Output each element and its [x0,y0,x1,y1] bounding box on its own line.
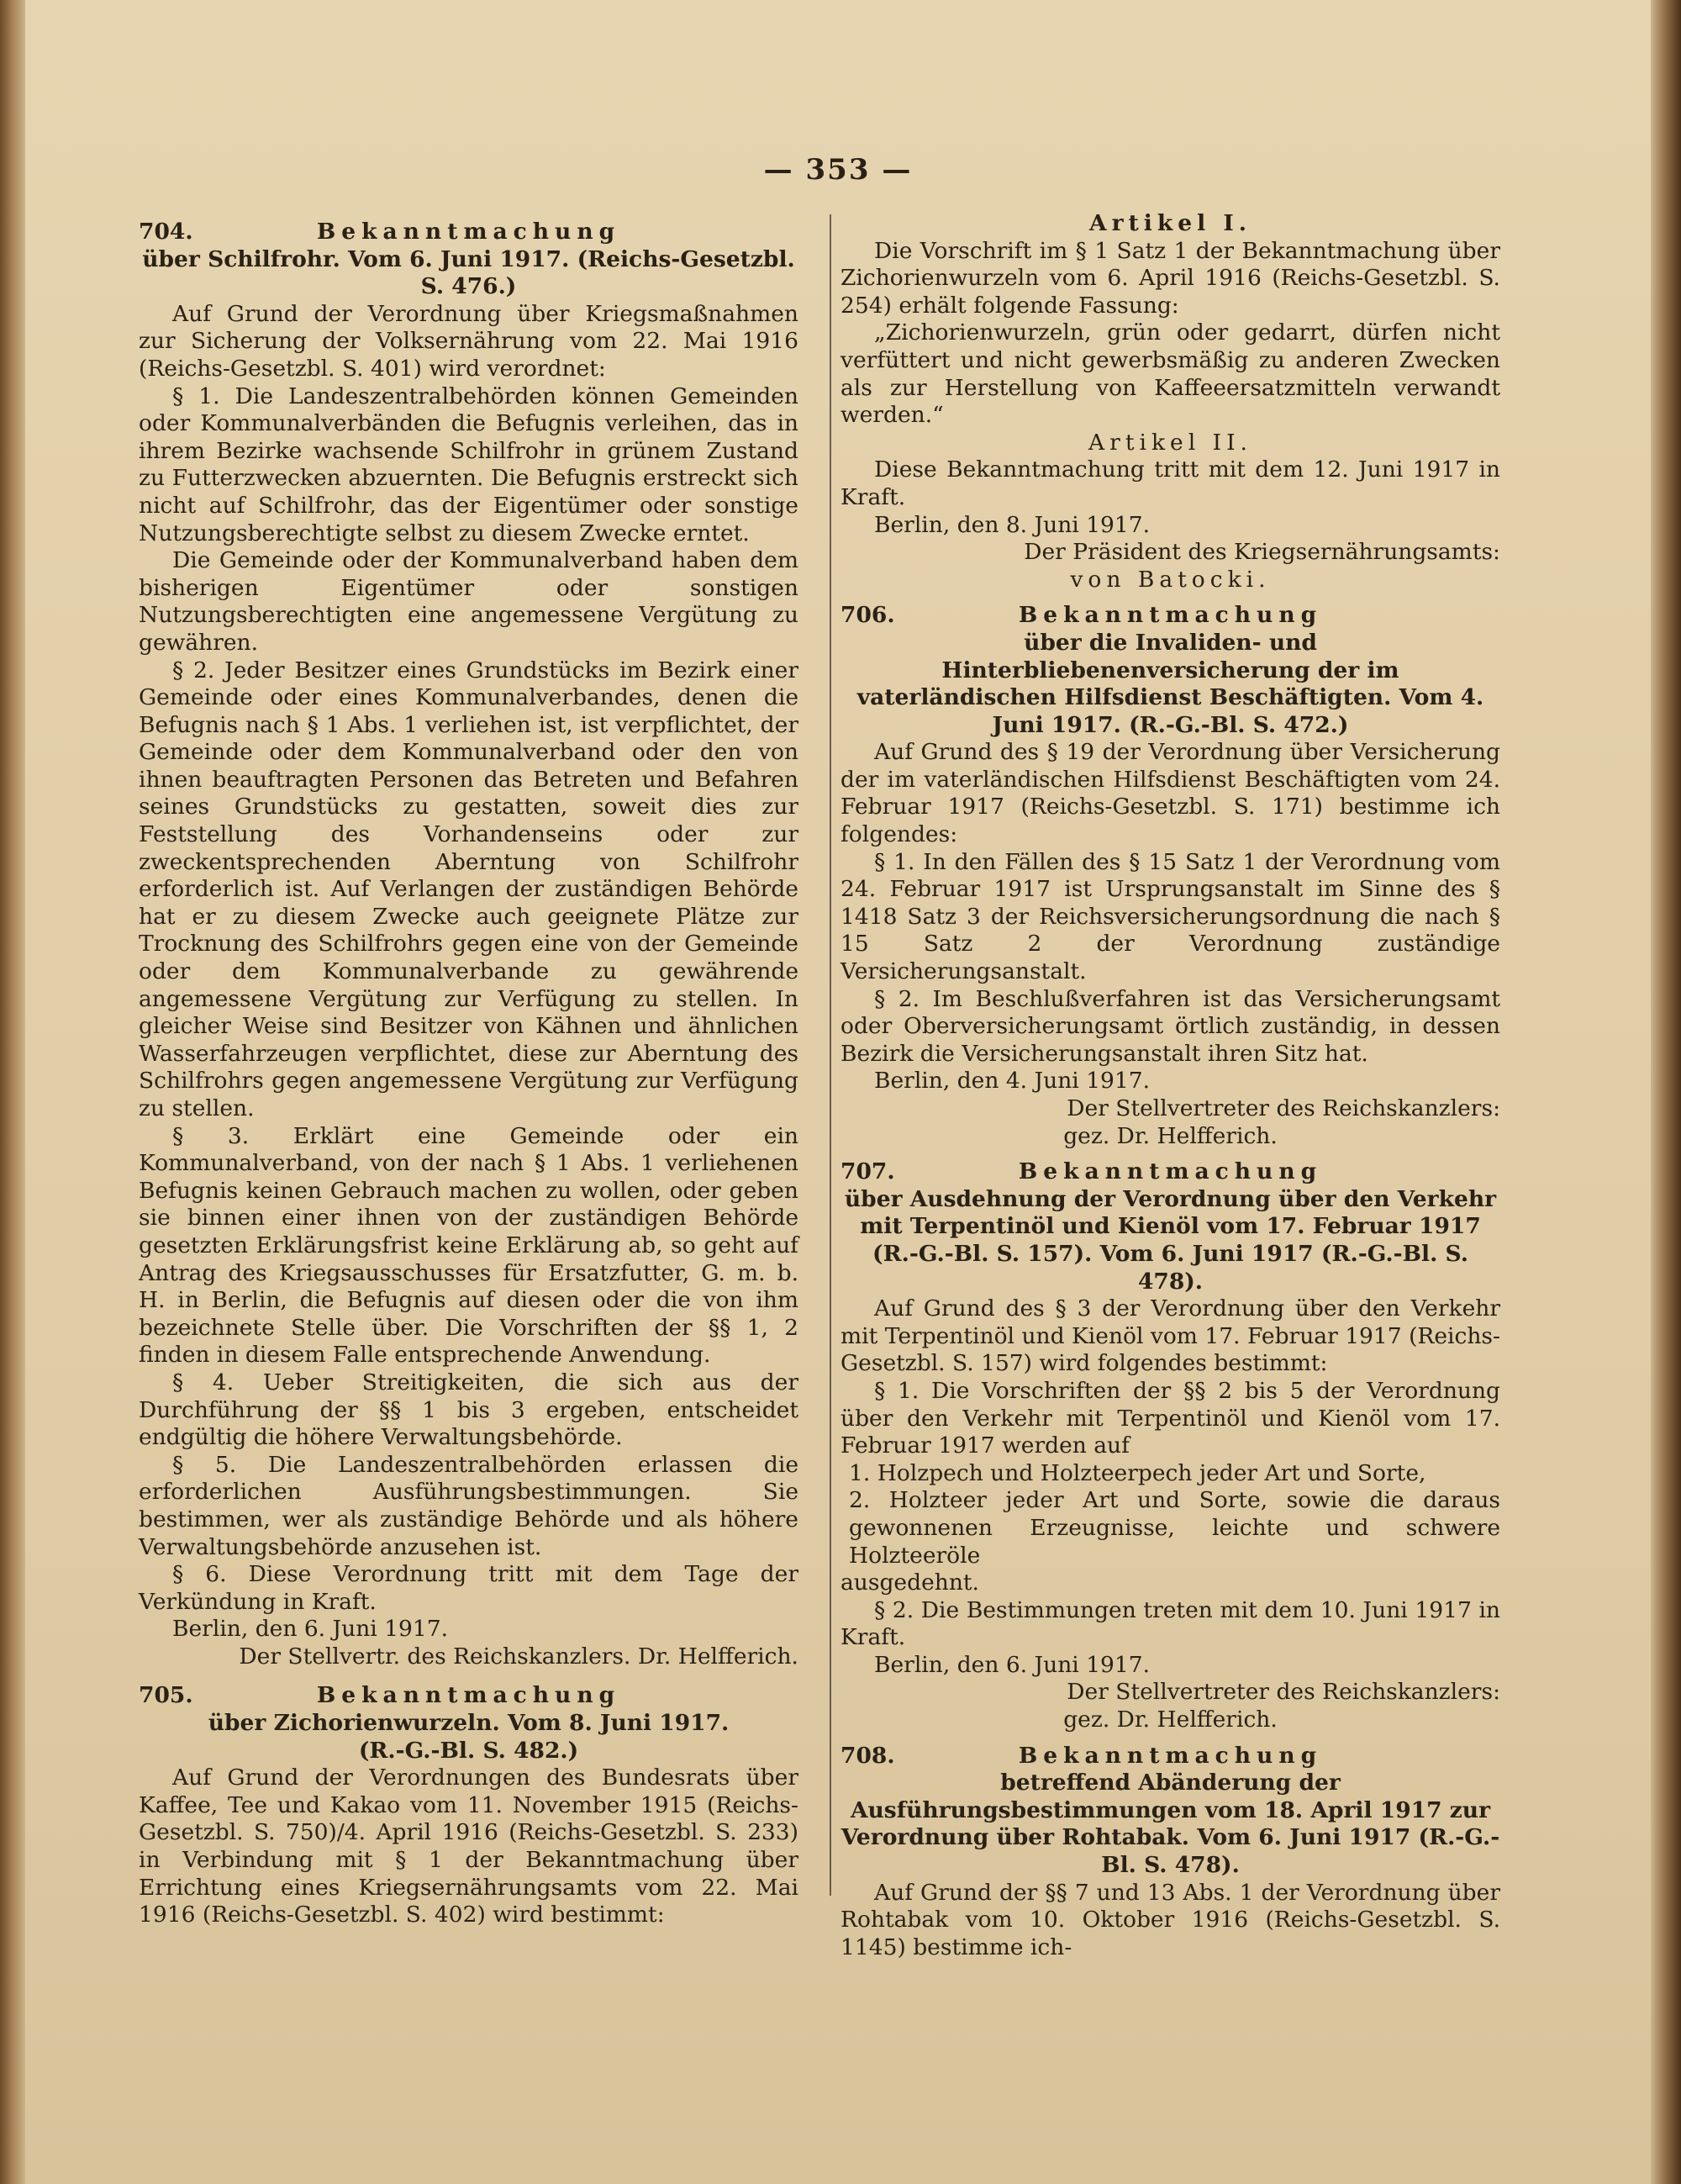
paragraph: § 1. In den Fällen des § 15 Satz 1 der Verordnung vom 24. Februar 1917 ist Ursprungsanstalt im Sinne des § 1418 Satz 3 der Reichsversicherungsordnung die nach § 15 Satz 2 der Verordnung zuständige Versicherungsanstalt. [840,848,1500,985]
signature-name: von Batocki. [1070,566,1271,593]
date-line: Berlin, den 4. Juni 1917. [874,1068,1151,1095]
right-column [840,210,1500,1961]
article-title: Artikel II. [1088,429,1252,456]
paragraph: Auf Grund des § 3 der Verordnung über den Verkehr mit Terpentinöl und Kienöl vom 17. Februar 1917 (Reichs-Gesetzbl. S. 157) wird folgendes bestimmt: [840,1295,1500,1377]
signature-title: Der Stellvertreter des Reichskanzlers: [1067,1679,1500,1706]
section-707 [840,1158,1500,1733]
paragraph: § 4. Ueber Streitigkeiten, die sich aus der Durchführung der §§ 1 bis 3 ergeben, entscheidet endgültig die höhere Verwaltungsbehörde. [139,1369,798,1451]
paragraph: Auf Grund der §§ 7 und 13 Abs. 1 der Verordnung über Rohtabak vom 10. Oktober 1916 (Reichs-Gesetzbl. S. 1145) bestimme ich- [840,1879,1500,1960]
paragraph: Diese Bekanntmachung tritt mit dem 12. Juni 1917 in Kraft. [840,456,1500,510]
signature: Der Stellvertr. des Reichskanzlers. Dr. Helfferich. [239,1643,798,1670]
section-heading [139,219,798,246]
section-heading [840,1158,1500,1186]
paragraph: Auf Grund der Verordnungen des Bundesrats über Kaffee, Tee und Kakao vom 11. November 1915 (Reichs-Gesetzbl. S. 750)/4. April 1916 (Reichs-Gesetzbl. S. 233) in Verbindung mit § 1 der Bekanntmachung über Errichtung eines Kriegsernährungsamts vom 22. Mai 1916 (Reichs-Gesetzbl. S. 402) wird bestimmt: [139,1765,798,1928]
section-number: 705. [139,1682,193,1709]
section-704 [139,219,798,1670]
page-number: — 353 — [763,153,913,187]
section-705 [139,1682,798,1928]
heading-title: Bekanntmachung [316,1682,621,1709]
section-number: 708. [840,1742,895,1769]
heading-title: Bekanntmachung [1018,1158,1323,1185]
paragraph: Die Vorschrift im § 1 Satz 1 der Bekanntmachung über Zichorienwurzeln vom 6. April 1916 (Reichs-Gesetzbl. S. 254) erhält folgende Fassung: [840,237,1500,319]
section-number: 707. [840,1158,895,1185]
section-708 [840,1743,1500,1962]
date-line: Berlin, den 6. Juni 1917. [172,1616,449,1643]
heading-title: Bekanntmachung [1018,602,1323,629]
paragraph: § 1. Die Vorschriften der §§ 2 bis 5 der Verordnung über den Verkehr mit Terpentinöl und Kienöl vom 17. Februar 1917 werden auf [840,1377,1500,1459]
section-subtitle: betreffend Abänderung der Ausführungsbestimmungen vom 18. April 1917 zur Verordnung über Rohtabak. Vom 6. Juni 1917 (R.-G.-Bl. S. 478). [840,1770,1500,1879]
signature-name: gez. Dr. Helfferich. [1063,1122,1278,1149]
section-number: 706. [840,602,895,629]
paragraph: ausgedehnt. [840,1569,979,1596]
paragraph: § 2. Im Beschlußverfahren ist das Versicherungsamt oder Oberversicherungsamt örtlich zuständig, in dessen Bezirk die Versicherungsanstalt ihren Sitz hat. [840,985,1500,1067]
list-item: 1. Holzpech und Holzteerpech jeder Art und Sorte, [849,1459,1426,1486]
paragraph: Auf Grund der Verordnung über Kriegsmaßnahmen zur Sicherung der Volksernährung vom 22. Mai 1916 (Reichs-Gesetzbl. S. 401) wird verordnet: [139,300,798,382]
paragraph: § 3. Erklärt eine Gemeinde oder ein Kommunalverband, von der nach § 1 Abs. 1 verliehenen Befugnis keinen Gebrauch machen zu wollen, oder geben sie binnen einer ihnen von der zuständigen Behörde gesetzten Erklärungsfrist keine Erklärung ab, so geht auf Antrag des Kriegsausschusses für Ersatzfutter, G. m. b. H. in Berlin, die Befugnis auf diesen oder die von ihm bezeichnete Stelle über. Die Vorschriften der §§ 1, 2 finden in diesem Falle entsprechende Anwendung. [139,1122,798,1369]
section-subtitle: über die Invaliden- und Hinterbliebenenversicherung der im vaterländischen Hilfsdienst Beschäftigten. Vom 4. Juni 1917. (R.-G.-Bl. S. 472.) [856,629,1484,738]
date-line: Berlin, den 6. Juni 1917. [874,1651,1151,1678]
document-page [25,0,1651,2184]
paragraph: § 5. Die Landeszentralbehörden erlassen die erforderlichen Ausführungsbestimmungen. Sie bestimmen, wer als zuständige Behörde und als höhere Verwaltungsbehörde anzusehen ist. [139,1451,798,1560]
article-title: Artikel I. [1089,210,1252,236]
section-subtitle: über Schilfrohr. Vom 6. Juni 1917. (Reichs-Gesetzbl. S. 476.) [142,245,795,300]
section-705-continued [840,210,1500,593]
book-spine-right [1651,0,1681,2184]
signature-name: gez. Dr. Helfferich. [1063,1707,1278,1733]
heading-title: Bekanntmachung [1018,1742,1323,1769]
heading-title: Bekanntmachung [316,219,621,245]
quoted-text: „Zichorienwurzeln, grün oder gedarrt, dürfen nicht verfüttert und nicht gewerbsmäßig zu anderen Zwecken als zur Herstellung von Kaffeeersatzmitteln verwandt werden.“ [840,319,1500,429]
signature-title: Der Stellvertreter des Reichskanzlers: [1067,1095,1500,1121]
list-item: 2. Holzteer jeder Art und Sorte, sowie die daraus gewonnenen Erzeugnisse, leichte und schwere Holzteeröle [849,1487,1500,1569]
section-heading [139,1682,798,1710]
paragraph: § 2. Jeder Besitzer eines Grundstücks im Bezirk einer Gemeinde oder eines Kommunalverbandes, denen die Befugnis nach § 1 Abs. 1 verliehen ist, ist verpflichtet, der Gemeinde oder dem Kommunalverband oder den von ihnen beauftragten Personen das Betreten und Befahren seines Grundstücks zu gestatten, soweit dies zur Feststellung des Vorhandenseins oder zur zweckentsprechenden Aberntung von Schilfrohr erforderlich ist. Auf Verlangen der zuständigen Behörde hat er zu diesem Zwecke auch geeignete Plätze zur Trocknung des Schilfrohrs gegen eine von der Gemeinde oder dem Kommunalverbande zu gewährende angemessene Vergütung zur Verfügung zu stellen. In gleicher Weise sind Besitzer von Kähnen und ähnlichen Wasserfahrzeugen verpflichtet, diese zur Aberntung des Schilfrohrs gegen angemessene Vergütung zur Verfügung zu stellen. [139,657,798,1121]
left-column [139,210,798,1929]
section-heading [840,1743,1500,1770]
column-divider [830,214,831,1896]
section-number: 704. [139,219,193,245]
date-line: Berlin, den 8. Juni 1917. [874,511,1151,538]
paragraph: Auf Grund des § 19 der Verordnung über Versicherung der im vaterländischen Hilfsdienst Beschäftigten vom 24. Februar 1917 (Reichs-Gesetzbl. S. 171) bestimme ich folgendes: [840,739,1500,848]
section-subtitle-reference: (R.-G.-Bl. S. 482.) [358,1737,579,1764]
section-heading [840,602,1500,630]
signature-title: Der Präsident des Kriegsernährungsamts: [1024,539,1500,566]
paragraph: § 2. Die Bestimmungen treten mit dem 10. Juni 1917 in Kraft. [840,1596,1500,1651]
paragraph: Die Gemeinde oder der Kommunalverband haben dem bisherigen Eigentümer oder sonstigen Nutzungsberechtigten eine angemessene Vergütung zu gewähren. [139,547,798,656]
section-706 [840,602,1500,1150]
paragraph: § 6. Diese Verordnung tritt mit dem Tage der Verkündung in Kraft. [139,1561,798,1615]
paragraph: § 1. Die Landeszentralbehörden können Gemeinden oder Kommunalverbänden die Befugnis verleihen, das in ihrem Bezirke wachsende Schilfrohr in grünem Zustand zu Futterzwecken abzuernten. Die Befugnis erstreckt sich nicht auf Schilfrohr, das der Eigentümer oder sonstige Nutzungsberechtigte selbst zu diesem Zwecke erntet. [139,382,798,546]
book-spine-left [0,0,25,2184]
section-subtitle: über Ausdehnung der Verordnung über den Verkehr mit Terpentinöl und Kienöl vom 17. Februar 1917 (R.-G.-Bl. S. 157). Vom 6. Juni 1917 (R.-G.-Bl. S. 478). [844,1185,1497,1295]
section-subtitle: über Zichorienwurzeln. Vom 8. Juni 1917. [208,1710,730,1737]
